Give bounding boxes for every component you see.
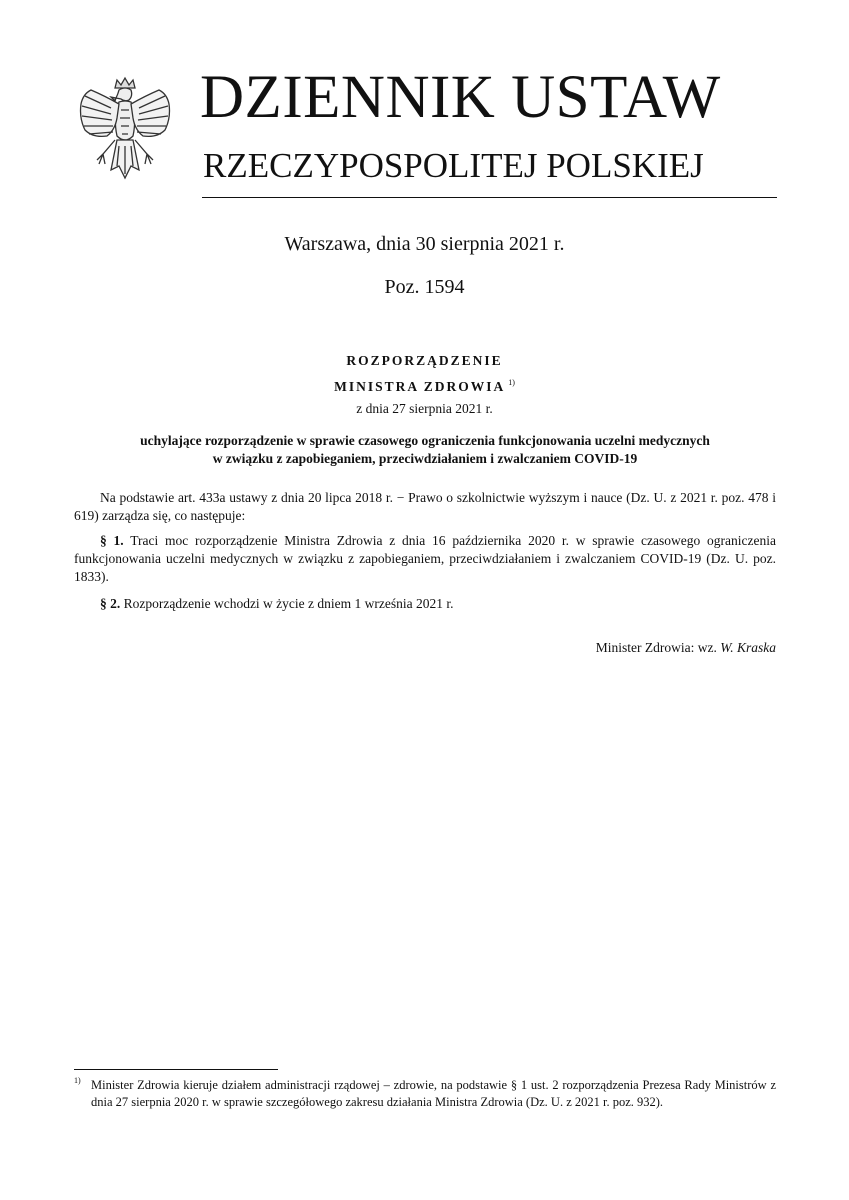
masthead-subtitle: RZECZYPOSPOLITEJ POLSKIEJ	[203, 146, 704, 185]
footnote-mark: 1)	[74, 1076, 81, 1085]
act-title-line: uchylające rozporządzenie w sprawie czasowego ograniczenia funkcjonowania uczelni medycznych	[140, 433, 710, 448]
position-number: Poz. 1594	[384, 276, 465, 298]
footnote-text: Minister Zdrowia kieruje działem administracji rządowej – zdrowie, na podstawie § 1 ust. 2 rozporządzenia Prezesa Rady Ministrów z dnia 27 sierpnia 2020 r. w sprawie szczegółowego zakresu działania Ministra Zdrowia (Dz. U. z 2021 r. poz. 932).	[91, 1078, 776, 1109]
act-issuer	[0, 374, 849, 396]
footnote-divider	[74, 1069, 278, 1070]
act-date: z dnia 27 sierpnia 2021 r.	[356, 401, 493, 416]
section-2-text: Rozporządzenie wchodzi w życie z dniem 1 września 2021 r.	[123, 596, 454, 611]
act-title	[74, 432, 776, 468]
footnote	[74, 1077, 776, 1111]
signature-prefix: Minister Zdrowia: wz.	[595, 640, 717, 655]
act-title-line: w związku z zapobieganiem, przeciwdziałaniem i zwalczaniem COVID-19	[212, 451, 638, 466]
signature	[74, 639, 776, 657]
section-2-paragraph	[74, 595, 776, 613]
section-1-label: § 1.	[100, 533, 124, 548]
footnote-ref[interactable]: 1)	[508, 378, 515, 387]
section-1-paragraph	[74, 532, 776, 586]
masthead-title: DZIENNIK USTAW	[200, 64, 721, 131]
act-type: ROZPORZĄDZENIE	[346, 353, 503, 368]
act-issuer-name: MINISTRA ZDROWIA	[334, 379, 506, 394]
polish-eagle-emblem-icon	[74, 74, 176, 202]
masthead-divider	[202, 197, 777, 198]
legal-basis-paragraph: Na podstawie art. 433a ustawy z dnia 20 lipca 2018 r. − Prawo o szkolnictwie wyższym i nauce (Dz. U. z 2021 r. poz. 478 i 619) zarządza się, co następuje:	[74, 490, 776, 523]
publication-date: Warszawa, dnia 30 sierpnia 2021 r.	[284, 233, 565, 255]
signature-name: W. Kraska	[720, 640, 776, 655]
section-1-text: Traci moc rozporządzenie Ministra Zdrowia z dnia 16 października 2020 r. w sprawie czasowego ograniczenia funkcjonowania uczelni medycznych w związku z zapobieganiem, przeciwdziałaniem i zwalczaniem COVID-19 (Dz. U. poz. 1833).	[74, 533, 776, 584]
section-2-label: § 2.	[100, 596, 121, 611]
